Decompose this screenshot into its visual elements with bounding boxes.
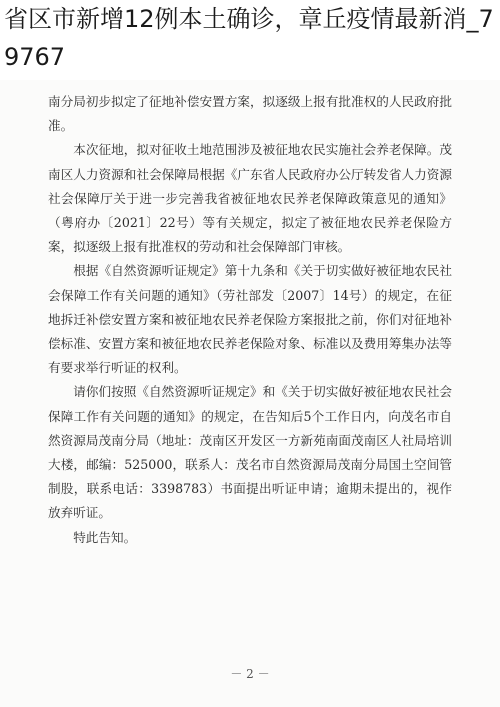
paragraph-closing: 特此告知。 — [73, 529, 137, 545]
page-number: － 2 － — [230, 667, 270, 681]
paragraph-hearing-right: 根据《自然资源听证规定》第十九条和《关于切实做好被征地农民社会保障工作有关问题的通知》（劳社部发〔2007〕14号）的规定，在征地拆迁补偿安置方案和被征地农民养老保险方案报批之前，你们对征地补偿标准、安置方案和被征地农民养老保险对象、标准以及费用筹集办法等有要求举行听证的权利。 — [48, 263, 452, 376]
article-headline: 省区市新增12例本土确诊，章丘疫情最新消_79767 — [4, 5, 494, 71]
document-page — [0, 80, 500, 707]
paragraph-hearing-application: 请你们按照《自然资源听证规定》和《关于切实做好被征地农民社会保障工作有关问题的通知》的规定，在告知后5个工作日内，向茂名市自然资源局茂南分局（地址：茂南区开发区一方新苑南面茂南区人社局培训大楼，邮编：525000，联系人：茂名市自然资源局茂南分局国土空间管制股，联系电话：3398783）书面提出听证申请；逾期未提出的，视作放弃听证。 — [48, 384, 452, 521]
paragraph-approval: 南分局初步拟定了征地补偿安置方案，拟逐级上报有批准权的人民政府批准。 — [48, 94, 452, 134]
paragraph-pension: 本次征地，拟对征收土地范围涉及被征地农民实施社会养老保障。茂南区人力资源和社会保障局根据《广东省人民政府办公厅转发省人力资源社会保障厅关于进一步完善我省被征地农民养老保障政策意见的通知》（粤府办〔2021〕22号）等有关规定，拟定了被征地农民养老保险方案，拟逐级上报有批准权的劳动和社会保障部门审核。 — [48, 142, 452, 255]
document-body — [48, 90, 452, 550]
